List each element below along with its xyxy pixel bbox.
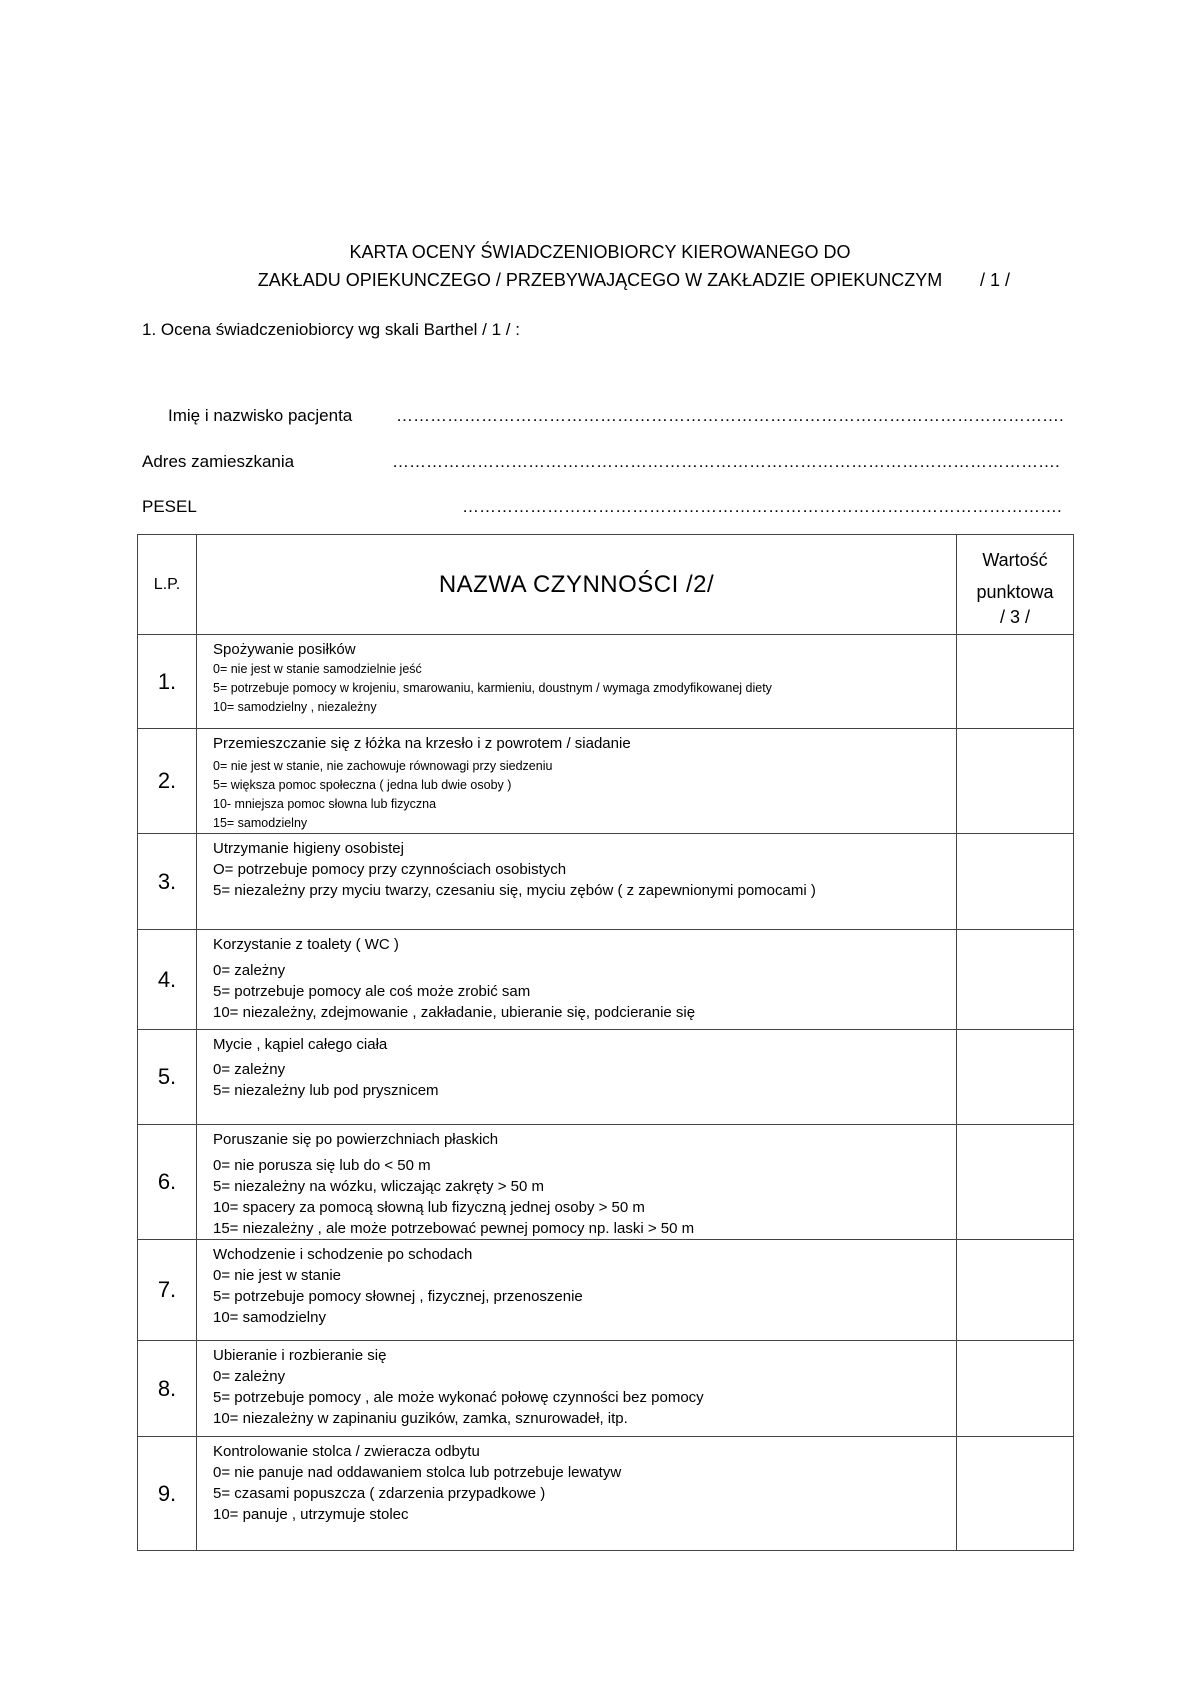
- row-number: 3.: [138, 834, 197, 930]
- activity-option: 5= potrzebuje pomocy słownej , fizycznej, przenoszenie: [213, 1288, 583, 1305]
- pesel-label: PESEL: [142, 497, 197, 516]
- score-input-cell[interactable]: [957, 930, 1074, 1030]
- activity-option: 10= spacery za pomocą słowną lub fizyczną jednej osoby > 50 m: [213, 1199, 645, 1216]
- activity-option: 15= samodzielny: [213, 816, 308, 830]
- activity-option: 10= panuje , utrzymuje stolec: [213, 1506, 409, 1523]
- activity-option: 5= niezależny lub pod prysznicem: [213, 1082, 439, 1099]
- table-row: [138, 930, 1074, 1030]
- activity-option: 0= nie porusza się lub do < 50 m: [213, 1157, 431, 1174]
- barthel-table: [137, 534, 1074, 1551]
- table-row: [138, 1125, 1074, 1240]
- score-input-cell[interactable]: [957, 1240, 1074, 1341]
- score-input-cell[interactable]: [957, 635, 1074, 729]
- header-lp: L.P.: [138, 535, 197, 635]
- score-input-cell[interactable]: [957, 1437, 1074, 1551]
- row-number: 5.: [138, 1030, 197, 1125]
- activity-option: 5= większa pomoc społeczna ( jedna lub dwie osoby ): [213, 778, 512, 792]
- patient-name-field[interactable]: [168, 406, 1064, 426]
- activity-cell: [197, 1341, 957, 1437]
- activity-option: 10= samodzielny: [213, 1309, 326, 1326]
- address-label: Adres zamieszkania: [142, 452, 295, 471]
- table-row: [138, 635, 1074, 729]
- score-input-cell[interactable]: [957, 1030, 1074, 1125]
- activity-option: 5= potrzebuje pomocy , ale może wykonać połowę czynności bez pomocy: [213, 1389, 704, 1406]
- score-input-cell[interactable]: [957, 1125, 1074, 1240]
- activity-cell: [197, 930, 957, 1030]
- score-input-cell[interactable]: [957, 834, 1074, 930]
- activity-cell: [197, 729, 957, 834]
- activity-option: 10- mniejsza pomoc słowna lub fizyczna: [213, 797, 437, 811]
- section-heading: 1. Ocena świadczeniobiorcy wg skali Barthel / 1 / :: [142, 320, 520, 339]
- activity-title: Mycie , kąpiel całego ciała: [213, 1036, 388, 1053]
- activity-option: 5= potrzebuje pomocy w krojeniu, smarowaniu, karmieniu, doustnym / wymaga zmodyfikowanej diety: [213, 681, 772, 695]
- document-title: [0, 238, 1200, 294]
- patient-name-dots: ……………………………………………………………………………………………………….: [396, 406, 1064, 425]
- header-score-line-3: / 3 /: [999, 606, 1030, 627]
- activity-option: 10= niezależny, zdejmowanie , zakładanie, ubieranie się, podcieranie się: [213, 1004, 696, 1021]
- row-number: 2.: [138, 729, 197, 834]
- activity-option: 0= nie jest w stanie, nie zachowuje równowagi przy siedzeniu: [213, 759, 553, 773]
- activity-title: Poruszanie się po powierzchniach płaskich: [213, 1131, 499, 1148]
- pesel-dots: …………………………………………………………………………………………….: [462, 497, 1062, 516]
- row-number: 9.: [138, 1437, 197, 1551]
- table-row: [138, 1240, 1074, 1341]
- activity-title: Przemieszczanie się z łóżka na krzesło i z powrotem / siadanie: [213, 735, 631, 752]
- table-row: [138, 1341, 1074, 1437]
- activity-option: 10= niezależny w zapinaniu guzików, zamka, sznurowadeł, itp.: [213, 1410, 628, 1427]
- patient-name-label: Imię i nazwisko pacjenta: [168, 406, 353, 425]
- activity-option: 5= potrzebuje pomocy ale coś może zrobić sam: [213, 983, 531, 1000]
- title-footnote-ref: / 1 /: [980, 270, 1011, 290]
- activity-title: Kontrolowanie stolca / zwieracza odbytu: [213, 1443, 480, 1460]
- title-line-2-text: ZAKŁADU OPIEKUNCZEGO / PRZEBYWAJĄCEGO W ZAKŁADZIE OPIEKUNCZYM: [257, 270, 943, 290]
- row-number: 1.: [138, 635, 197, 729]
- address-field[interactable]: [142, 452, 1060, 472]
- table-row: [138, 834, 1074, 930]
- title-line-2: [0, 266, 1200, 294]
- header-score-line-1: Wartość: [982, 549, 1048, 570]
- row-number: 4.: [138, 930, 197, 1030]
- activity-cell: [197, 635, 957, 729]
- activity-option: 0= nie panuje nad oddawaniem stolca lub potrzebuje lewatyw: [213, 1464, 622, 1481]
- table-row: [138, 1030, 1074, 1125]
- activity-option: 0= zależny: [213, 1061, 286, 1078]
- activity-cell: [197, 1437, 957, 1551]
- header-score: [957, 535, 1074, 635]
- activity-option: 5= niezależny przy myciu twarzy, czesaniu się, myciu zębów ( z zapewnionymi pomocami ): [213, 882, 816, 899]
- activity-cell: [197, 1030, 957, 1125]
- activity-option: 0= nie jest w stanie: [213, 1267, 341, 1284]
- row-number: 6.: [138, 1125, 197, 1240]
- activity-option: O= potrzebuje pomocy przy czynnościach osobistych: [213, 861, 567, 878]
- score-input-cell[interactable]: [957, 729, 1074, 834]
- row-number: 8.: [138, 1341, 197, 1437]
- table-row: [138, 1437, 1074, 1551]
- activity-cell: [197, 1125, 957, 1240]
- header-score-line-2: punktowa: [976, 581, 1054, 602]
- activity-option: 15= niezależny , ale może potrzebować pewnej pomocy np. laski > 50 m: [213, 1220, 695, 1237]
- activity-option: 5= niezależny na wózku, wliczając zakręty > 50 m: [213, 1178, 544, 1195]
- table-row: [138, 729, 1074, 834]
- activity-title: Ubieranie i rozbieranie się: [213, 1347, 387, 1364]
- activity-option: 10= samodzielny , niezależny: [213, 700, 377, 714]
- table-header-row: [138, 535, 1074, 635]
- activity-title: Korzystanie z toalety ( WC ): [213, 936, 399, 953]
- activity-title: Utrzymanie higieny osobistej: [213, 840, 404, 857]
- activity-option: 5= czasami popuszcza ( zdarzenia przypadkowe ): [213, 1485, 546, 1502]
- activity-option: 0= zależny: [213, 1368, 286, 1385]
- score-input-cell[interactable]: [957, 1341, 1074, 1437]
- activity-cell: [197, 834, 957, 930]
- title-line-1: KARTA OCENY ŚWIADCZENIOBIORCY KIEROWANEGO DO: [349, 242, 851, 262]
- pesel-field[interactable]: [142, 497, 1062, 517]
- activity-title: Spożywanie posiłków: [213, 641, 356, 658]
- row-number: 7.: [138, 1240, 197, 1341]
- activity-title: Wchodzenie i schodzenie po schodach: [213, 1246, 473, 1263]
- header-activity-name: NAZWA CZYNNOŚCI /2/: [197, 535, 957, 635]
- activity-option: 0= nie jest w stanie samodzielnie jeść: [213, 662, 422, 676]
- address-dots: ……………………………………………………………………………………………………….: [392, 452, 1060, 471]
- activity-option: 0= zależny: [213, 962, 286, 979]
- activity-cell: [197, 1240, 957, 1341]
